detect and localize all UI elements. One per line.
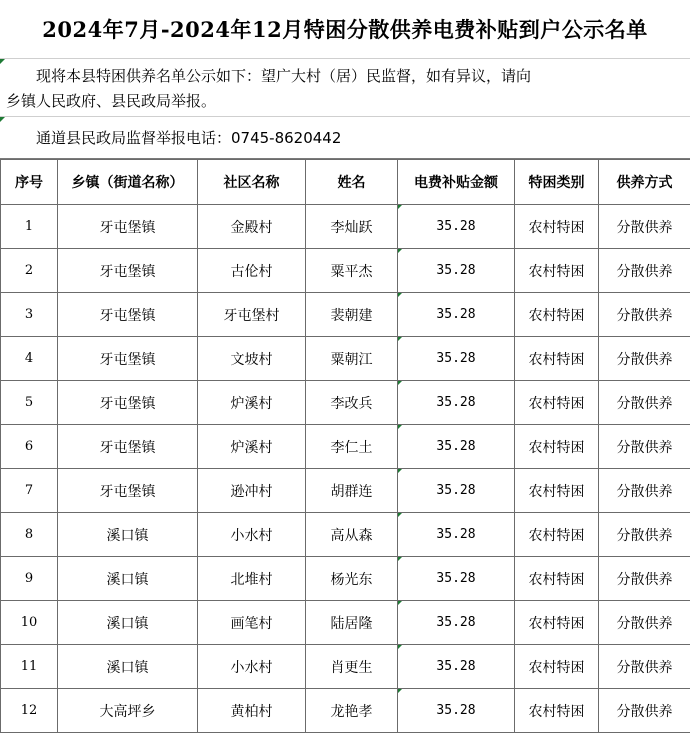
cell-village[interactable] (198, 337, 306, 381)
cell-name[interactable] (306, 689, 398, 733)
cell-no[interactable] (1, 425, 58, 469)
cell-mode[interactable] (599, 381, 690, 425)
cell-amount-text: 35.28 (436, 615, 475, 630)
cell-town-text: 牙屯堡镇 (100, 484, 156, 500)
cell-category[interactable] (515, 205, 599, 249)
cell-mode[interactable] (599, 249, 690, 293)
cell-village-text: 北堆村 (231, 572, 273, 588)
cell-amount[interactable] (398, 381, 515, 425)
cell-amount[interactable] (398, 601, 515, 645)
cell-town-text: 牙屯堡镇 (100, 396, 156, 412)
cell-no[interactable] (1, 337, 58, 381)
number-as-text-marker (398, 425, 402, 429)
cell-mode-text: 分散供养 (617, 528, 673, 544)
cell-name[interactable] (306, 381, 398, 425)
cell-mode[interactable] (599, 469, 690, 513)
notice-text-1: 现将本县特困供养名单公示如下：望广大村（居）民监督，如有异议，请向 (36, 67, 531, 85)
cell-name[interactable] (306, 425, 398, 469)
cell-mode[interactable] (599, 645, 690, 689)
cell-mode-text: 分散供养 (617, 220, 673, 236)
hotline-text: 通道县民政局监督举报电话：0745-8620442 (36, 129, 341, 147)
cell-no[interactable] (1, 249, 58, 293)
notice-cell[interactable] (0, 59, 690, 117)
cell-village[interactable] (198, 557, 306, 601)
cell-category-text: 农村特困 (529, 440, 585, 456)
cell-category[interactable] (515, 425, 599, 469)
cell-category[interactable] (515, 249, 599, 293)
cell-amount-text: 35.28 (436, 395, 475, 410)
cell-category-text: 农村特困 (529, 396, 585, 412)
table-row (1, 645, 690, 689)
cell-no-text: 1 (25, 219, 33, 234)
header-cell-no[interactable]: 序号 (1, 160, 58, 205)
cell-town-text: 牙屯堡镇 (100, 220, 156, 236)
cell-no-text: 11 (21, 659, 38, 674)
cell-category[interactable] (515, 557, 599, 601)
cell-amount[interactable] (398, 513, 515, 557)
table-row (1, 425, 690, 469)
cell-town[interactable] (58, 293, 198, 337)
table-row (1, 249, 690, 293)
cell-no-text: 5 (25, 395, 33, 410)
cell-no-text: 8 (25, 527, 33, 542)
cell-village-text: 画笔村 (231, 616, 273, 632)
table-row (1, 513, 690, 557)
cell-no[interactable] (1, 469, 58, 513)
cell-mode-text: 分散供养 (617, 396, 673, 412)
cell-no-text: 10 (21, 615, 38, 630)
cell-no[interactable] (1, 601, 58, 645)
table-row (1, 689, 690, 733)
header-cell-village[interactable]: 社区名称 (198, 160, 306, 205)
table-row (1, 381, 690, 425)
cell-category-text: 农村特困 (529, 308, 585, 324)
cell-town-text: 牙屯堡镇 (100, 308, 156, 324)
cell-name-text: 杨光东 (331, 572, 373, 588)
cell-category[interactable] (515, 469, 599, 513)
cell-no[interactable] (1, 293, 58, 337)
cell-no[interactable] (1, 205, 58, 249)
number-as-text-marker (398, 249, 402, 253)
cell-amount[interactable] (398, 557, 515, 601)
number-as-text-marker (398, 293, 402, 297)
cell-town-text: 溪口镇 (107, 528, 149, 544)
cell-mode-text: 分散供养 (617, 352, 673, 368)
cell-name[interactable] (306, 469, 398, 513)
cell-no-text: 2 (25, 263, 33, 278)
cell-no-text: 9 (25, 571, 33, 586)
cell-town-text: 大高坪乡 (100, 704, 156, 720)
table-row (1, 557, 690, 601)
header-cell-category[interactable]: 特困类别 (515, 160, 599, 205)
cell-category-text: 农村特困 (529, 264, 585, 280)
cell-village[interactable] (198, 293, 306, 337)
cell-name-text: 陆居隆 (331, 616, 373, 632)
cell-amount-text: 35.28 (436, 703, 475, 718)
cell-category-text: 农村特困 (529, 704, 585, 720)
cell-name-text: 肖更生 (331, 660, 373, 676)
cell-name-text: 李改兵 (331, 396, 373, 412)
header-row (1, 160, 690, 205)
cell-no[interactable] (1, 645, 58, 689)
cell-town[interactable] (58, 337, 198, 381)
cell-name[interactable] (306, 293, 398, 337)
cell-mode-text: 分散供养 (617, 660, 673, 676)
cell-category[interactable] (515, 337, 599, 381)
cell-amount[interactable] (398, 337, 515, 381)
cell-amount-text: 35.28 (436, 527, 475, 542)
cell-village[interactable] (198, 513, 306, 557)
cell-category[interactable] (515, 513, 599, 557)
cell-town[interactable] (58, 381, 198, 425)
notice-line-1 (6, 64, 682, 89)
cell-town[interactable] (58, 557, 198, 601)
cell-name[interactable] (306, 337, 398, 381)
cell-no[interactable] (1, 689, 58, 733)
cell-category[interactable] (515, 381, 599, 425)
cell-category-text: 农村特困 (529, 572, 585, 588)
cell-amount-text: 35.28 (436, 483, 475, 498)
header-cell-town[interactable]: 乡镇（街道名称） (58, 160, 198, 205)
cell-village[interactable] (198, 689, 306, 733)
cell-amount-text: 35.28 (436, 219, 475, 234)
cell-mode-text: 分散供养 (617, 264, 673, 280)
header-cell-mode[interactable]: 供养方式 (599, 160, 690, 205)
table-row (1, 601, 690, 645)
cell-village-text: 小水村 (231, 528, 273, 544)
cell-mode[interactable] (599, 513, 690, 557)
cell-amount[interactable] (398, 249, 515, 293)
cell-no-text: 12 (21, 703, 38, 718)
cell-category-text: 农村特困 (529, 660, 585, 676)
cell-amount[interactable] (398, 689, 515, 733)
cell-name-text: 胡群连 (331, 484, 373, 500)
cell-town[interactable] (58, 689, 198, 733)
cell-village[interactable] (198, 381, 306, 425)
cell-category[interactable] (515, 293, 599, 337)
cell-town-text: 溪口镇 (107, 660, 149, 676)
cell-amount-text: 35.28 (436, 439, 475, 454)
cell-no-text: 6 (25, 439, 33, 454)
cell-village[interactable] (198, 601, 306, 645)
cell-village-text: 小水村 (231, 660, 273, 676)
table-row (1, 293, 690, 337)
cell-town[interactable] (58, 249, 198, 293)
number-as-text-marker (398, 557, 402, 561)
cell-mode[interactable] (599, 689, 690, 733)
cell-category-text: 农村特困 (529, 616, 585, 632)
cell-town[interactable] (58, 601, 198, 645)
table-row (1, 469, 690, 513)
cell-village[interactable] (198, 469, 306, 513)
cell-town[interactable] (58, 425, 198, 469)
number-as-text-marker (398, 381, 402, 385)
hotline-cell[interactable] (0, 117, 690, 159)
cell-name-text: 龙艳孝 (331, 704, 373, 720)
header-cell-amount[interactable]: 电费补贴金额 (398, 160, 515, 205)
cell-category[interactable] (515, 601, 599, 645)
cell-amount-text: 35.28 (436, 571, 475, 586)
cell-mode-text: 分散供养 (617, 440, 673, 456)
cell-mode[interactable] (599, 205, 690, 249)
cell-village-text: 金殿村 (231, 220, 273, 236)
cell-village[interactable] (198, 425, 306, 469)
comment-marker (0, 117, 5, 122)
cell-no[interactable] (1, 557, 58, 601)
header-cell-name[interactable]: 姓名 (306, 160, 398, 205)
cell-village[interactable] (198, 205, 306, 249)
cell-name[interactable] (306, 557, 398, 601)
cell-category-text: 农村特困 (529, 528, 585, 544)
cell-amount-text: 35.28 (436, 351, 475, 366)
cell-village-text: 古伦村 (231, 264, 273, 280)
recipient-table (0, 159, 690, 733)
cell-amount[interactable] (398, 425, 515, 469)
cell-town-text: 牙屯堡镇 (100, 352, 156, 368)
cell-village-text: 炉溪村 (231, 396, 273, 412)
number-as-text-marker (398, 205, 402, 209)
cell-mode-text: 分散供养 (617, 572, 673, 588)
cell-mode[interactable] (599, 601, 690, 645)
cell-amount[interactable] (398, 205, 515, 249)
cell-name-text: 李仁土 (331, 440, 373, 456)
cell-mode[interactable] (599, 425, 690, 469)
cell-name-text: 李灿跃 (331, 220, 373, 236)
cell-name-text: 高从森 (331, 528, 373, 544)
cell-amount[interactable] (398, 645, 515, 689)
cell-amount-text: 35.28 (436, 263, 475, 278)
cell-name-text: 裴朝建 (331, 308, 373, 324)
cell-name-text: 粟平杰 (331, 264, 373, 280)
cell-mode-text: 分散供养 (617, 616, 673, 632)
number-as-text-marker (398, 513, 402, 517)
cell-amount-text: 35.28 (436, 307, 475, 322)
cell-village-text: 逊冲村 (231, 484, 273, 500)
cell-category[interactable] (515, 689, 599, 733)
number-as-text-marker (398, 337, 402, 341)
cell-category[interactable] (515, 645, 599, 689)
cell-name-text: 粟朝江 (331, 352, 373, 368)
cell-amount-text: 35.28 (436, 659, 475, 674)
table-row (1, 205, 690, 249)
cell-mode[interactable] (599, 337, 690, 381)
cell-mode[interactable] (599, 557, 690, 601)
number-as-text-marker (398, 645, 402, 649)
cell-town[interactable] (58, 469, 198, 513)
number-as-text-marker (398, 601, 402, 605)
cell-name[interactable] (306, 601, 398, 645)
cell-town[interactable] (58, 513, 198, 557)
document-title: 2024年7月-2024年12月特困分散供养电费补贴到户公示名单 (0, 0, 690, 59)
number-as-text-marker (398, 469, 402, 473)
cell-name[interactable] (306, 205, 398, 249)
cell-town-text: 牙屯堡镇 (100, 264, 156, 280)
cell-no-text: 4 (25, 351, 33, 366)
cell-name[interactable] (306, 249, 398, 293)
cell-village-text: 牙屯堡村 (224, 308, 280, 324)
cell-no[interactable] (1, 513, 58, 557)
table-row (1, 337, 690, 381)
cell-village-text: 文坡村 (231, 352, 273, 368)
number-as-text-marker (398, 689, 402, 693)
cell-mode[interactable] (599, 293, 690, 337)
cell-town-text: 溪口镇 (107, 572, 149, 588)
cell-village[interactable] (198, 645, 306, 689)
notice-line-2: 乡镇人民政府、县民政局举报。 (6, 89, 682, 114)
cell-town-text: 牙屯堡镇 (100, 440, 156, 456)
cell-no[interactable] (1, 381, 58, 425)
comment-marker (0, 59, 5, 64)
cell-category-text: 农村特困 (529, 352, 585, 368)
cell-village[interactable] (198, 249, 306, 293)
cell-name[interactable] (306, 513, 398, 557)
cell-amount[interactable] (398, 293, 515, 337)
cell-town-text: 溪口镇 (107, 616, 149, 632)
cell-town[interactable] (58, 645, 198, 689)
cell-no-text: 3 (25, 307, 33, 322)
cell-category-text: 农村特困 (529, 484, 585, 500)
cell-mode-text: 分散供养 (617, 484, 673, 500)
cell-amount[interactable] (398, 469, 515, 513)
cell-mode-text: 分散供养 (617, 704, 673, 720)
cell-mode-text: 分散供养 (617, 308, 673, 324)
cell-village-text: 炉溪村 (231, 440, 273, 456)
cell-no-text: 7 (25, 483, 33, 498)
cell-category-text: 农村特困 (529, 220, 585, 236)
cell-name[interactable] (306, 645, 398, 689)
cell-town[interactable] (58, 205, 198, 249)
cell-village-text: 黄柏村 (231, 704, 273, 720)
